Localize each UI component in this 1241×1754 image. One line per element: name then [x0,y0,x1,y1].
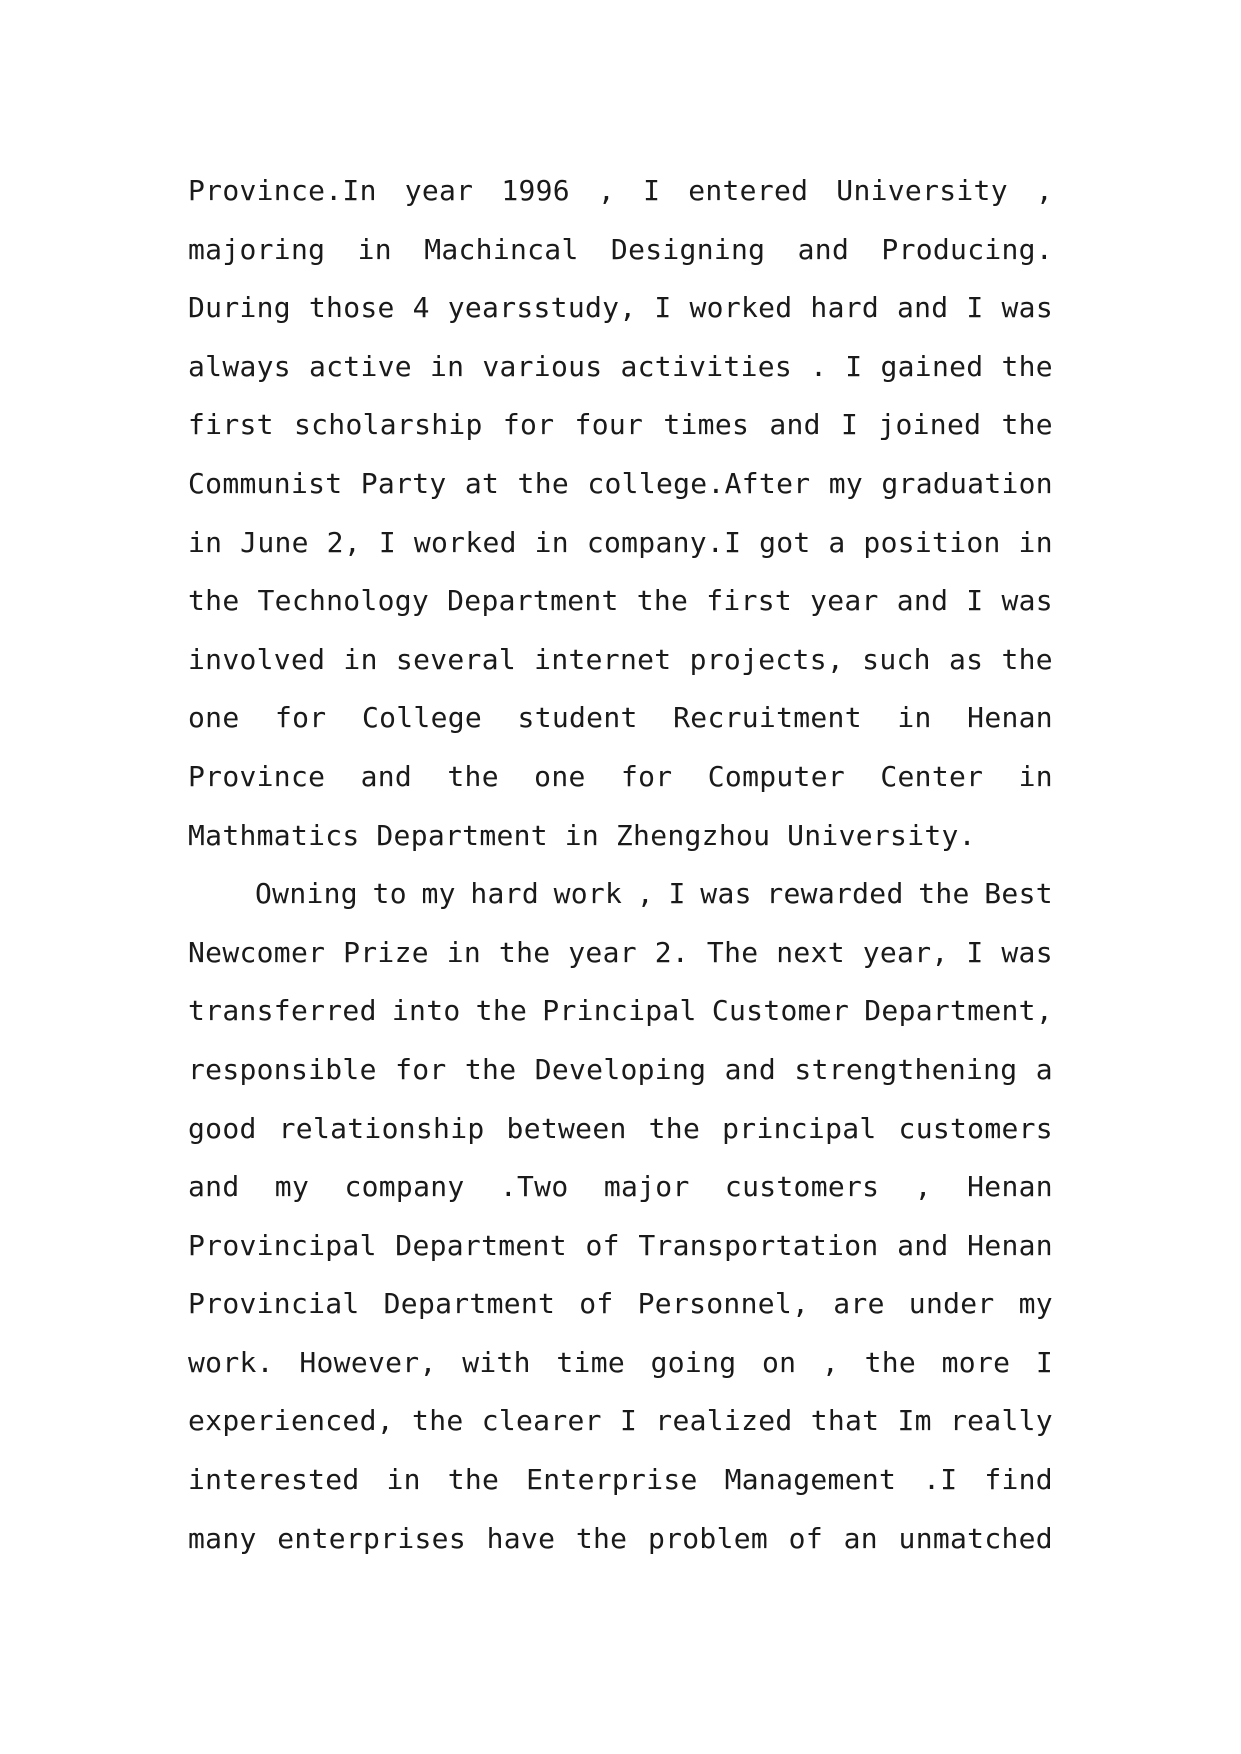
word: 1996 [501,174,570,207]
word: year [404,174,474,207]
text-line [188,924,1053,983]
word: Recruitment [673,701,862,735]
text-line [188,1217,1053,1276]
word: such [862,642,931,676]
word: Machincal [424,232,579,266]
word: Designing [610,232,766,266]
word: Best [984,877,1053,911]
word: to [372,877,407,911]
word: my [274,1170,310,1204]
word: Department, [864,994,1053,1028]
word: Communist [188,466,343,500]
word: I [845,349,863,383]
word: for [395,1052,447,1086]
word: I [378,525,396,559]
word: I [966,935,984,969]
word: the [1001,408,1053,442]
word: enterprises [277,1521,466,1555]
word: the [498,935,551,969]
word: Owning [255,877,358,911]
word: and [896,291,949,325]
text-line [188,1275,1053,1334]
word: 2. [654,935,690,969]
word: work [553,877,623,911]
word: involved [188,642,326,676]
word: in [564,818,600,852]
word: unmatched [898,1521,1053,1555]
word: , [821,1345,840,1379]
word: gained [880,349,984,383]
text-line [188,1392,1053,1451]
text-line [188,572,1053,631]
word: at [464,466,500,500]
word: year [810,584,879,618]
word: an [843,1521,878,1555]
word: Im [897,1404,932,1438]
word: many [188,1521,257,1555]
word: between [506,1111,627,1145]
text-line [188,689,1053,748]
word: and [360,759,413,793]
word: Province [188,759,326,793]
word: problem [647,1521,769,1555]
word: in [188,525,223,559]
word: I [840,408,859,442]
word: I [966,291,984,325]
word: clearer [481,1404,602,1438]
word: Technology [257,584,430,618]
text-line [188,1041,1053,1100]
word: the [188,584,240,618]
word: , [914,1170,932,1204]
word: first [188,408,274,442]
word: in [343,642,378,676]
word: Provincial [188,1287,360,1321]
word: time [556,1345,626,1379]
word: , [636,877,654,911]
text-line [188,396,1053,455]
word: the [475,994,528,1028]
word: the [447,1463,500,1497]
text-line [188,631,1053,690]
word: the [517,466,570,500]
word: student [517,701,638,735]
word: a [1035,1052,1053,1086]
text-line [188,748,1053,807]
word: really [949,1404,1053,1438]
word: transferred [188,994,377,1028]
word: the [1001,349,1053,383]
word: interested [188,1463,360,1497]
word: the [636,584,689,618]
word: and [897,1228,949,1262]
word: in [429,349,465,383]
word: Transportation [638,1228,879,1262]
word: majoring [188,232,326,266]
word: University [836,174,1008,207]
word: going [650,1345,737,1379]
word: times [663,408,750,442]
word: company [344,1170,465,1204]
word: worked [413,525,517,559]
word: customers [724,1170,880,1204]
word: the [412,1404,464,1438]
word: Customer [711,994,850,1028]
word: rewarded [766,877,904,911]
word: However, [299,1345,437,1379]
text-line [188,338,1053,397]
word: my [828,466,864,500]
word: of [585,1228,620,1262]
word: .I [923,1463,958,1497]
word: year [568,935,637,969]
word: the [864,1345,917,1379]
word: and [896,584,949,618]
word: in [534,525,569,559]
text-line [188,1100,1053,1159]
word: graduation [881,466,1053,500]
word: the [1001,642,1053,676]
word: Mathmatics [188,818,360,852]
word: with [462,1345,531,1379]
text-line [188,1158,1053,1217]
word: internet [534,642,672,676]
word: I [1035,1345,1053,1379]
word: entered [688,174,809,207]
text-line [188,982,1053,1041]
word: on [761,1345,797,1379]
word: , [597,174,616,207]
word: hard [470,877,539,911]
word: relationship [278,1111,485,1145]
word: Zhengzhou [615,818,771,852]
word: was [1001,291,1053,325]
text-line [188,162,1053,221]
word: major [603,1170,690,1204]
word: worked [689,291,793,325]
word: Department [376,818,548,852]
word: Provincipal [188,1228,377,1262]
word: experienced, [188,1404,394,1438]
word: find [984,1463,1053,1497]
word: that [810,1404,880,1438]
text-line [188,1451,1053,1510]
word: in [1018,525,1053,559]
word: Henan [967,1228,1053,1262]
word: College [361,701,483,735]
word: Personnel, [637,1287,810,1321]
word: first [706,584,793,618]
word: , [1035,174,1053,207]
word: for [620,759,673,793]
word: Department [395,1228,567,1262]
word: year, [862,935,949,969]
word: strengthening [794,1052,1018,1086]
word: scholarship [293,408,483,442]
text-line [188,1334,1053,1393]
word: Producing. [881,232,1053,266]
word: of [788,1521,823,1555]
word: Province.In [188,174,377,207]
word: college.After [587,466,811,500]
body-text [188,162,1053,1568]
word: activities [620,349,793,383]
word: have [486,1521,556,1555]
word: Newcomer [188,935,326,969]
word: four [574,408,644,442]
text-line [188,455,1053,514]
text-line [188,221,1053,280]
word: a [828,525,846,559]
word: the [464,1052,517,1086]
word: and [797,232,850,266]
word: company.I [586,525,742,559]
word: . [810,349,828,383]
text-line-paragraph-end [188,807,1053,866]
word: for [502,408,555,442]
word: I [643,174,661,207]
word: .Two [499,1170,569,1204]
word: Center [880,759,984,793]
word: next [776,935,845,969]
word: principal [722,1111,877,1145]
word: was [1001,935,1053,969]
word: Computer [707,759,846,793]
word: as [948,642,984,676]
word: I [668,877,686,911]
word: University. [787,818,976,852]
word: active [308,349,412,383]
word: those [308,291,395,325]
text-line [188,279,1053,338]
word: work. [188,1345,274,1379]
word: in [386,1463,421,1497]
word: are [833,1287,885,1321]
word: Department [447,584,619,618]
word: one [188,701,240,735]
word: and [188,1170,240,1204]
word: got [759,525,811,559]
word: of [579,1287,614,1321]
word: the [447,759,499,793]
word: Party [360,466,447,500]
word: Henan [967,701,1053,735]
word: was [700,877,752,911]
word: and [769,408,821,442]
word: my [421,877,456,911]
word: in [446,935,482,969]
word: realized [655,1404,793,1438]
word: Prize [343,935,429,969]
word: under [908,1287,995,1321]
word: Enterprise [526,1463,698,1497]
text-line [188,514,1053,573]
word: position [863,525,1001,559]
word: Management [724,1463,897,1497]
word: various [482,349,603,383]
word: always [188,349,291,383]
word: I [654,291,672,325]
word: one [534,759,586,793]
word: the [648,1111,701,1145]
word: good [188,1111,257,1145]
word: in [1018,759,1053,793]
word: was [1001,584,1053,618]
word: joined [878,408,982,442]
word: responsible [188,1052,377,1086]
word: the [918,877,970,911]
word: projects, [689,642,845,676]
text-line [188,1510,1053,1569]
word: in [897,701,932,735]
word: hard [810,291,880,325]
word: and [724,1052,777,1086]
word: During [188,291,291,325]
word: yearsstudy, [447,291,637,325]
word: Principal [542,994,697,1028]
word: Henan [967,1170,1053,1204]
word: customers [898,1111,1053,1145]
text-line-paragraph-start [188,865,1053,924]
word: The [706,935,759,969]
word: into [391,994,461,1028]
word: Department [383,1287,556,1321]
word: more [941,1345,1011,1379]
word: June [240,525,309,559]
word: Developing [534,1052,707,1086]
word: in [357,232,392,266]
word: for [274,701,327,735]
word: I [966,584,984,618]
word: I [619,1404,638,1438]
word: the [575,1521,628,1555]
word: 2, [326,525,361,559]
word: my [1018,1287,1053,1321]
word: several [395,642,517,676]
word: 4 [412,291,430,325]
